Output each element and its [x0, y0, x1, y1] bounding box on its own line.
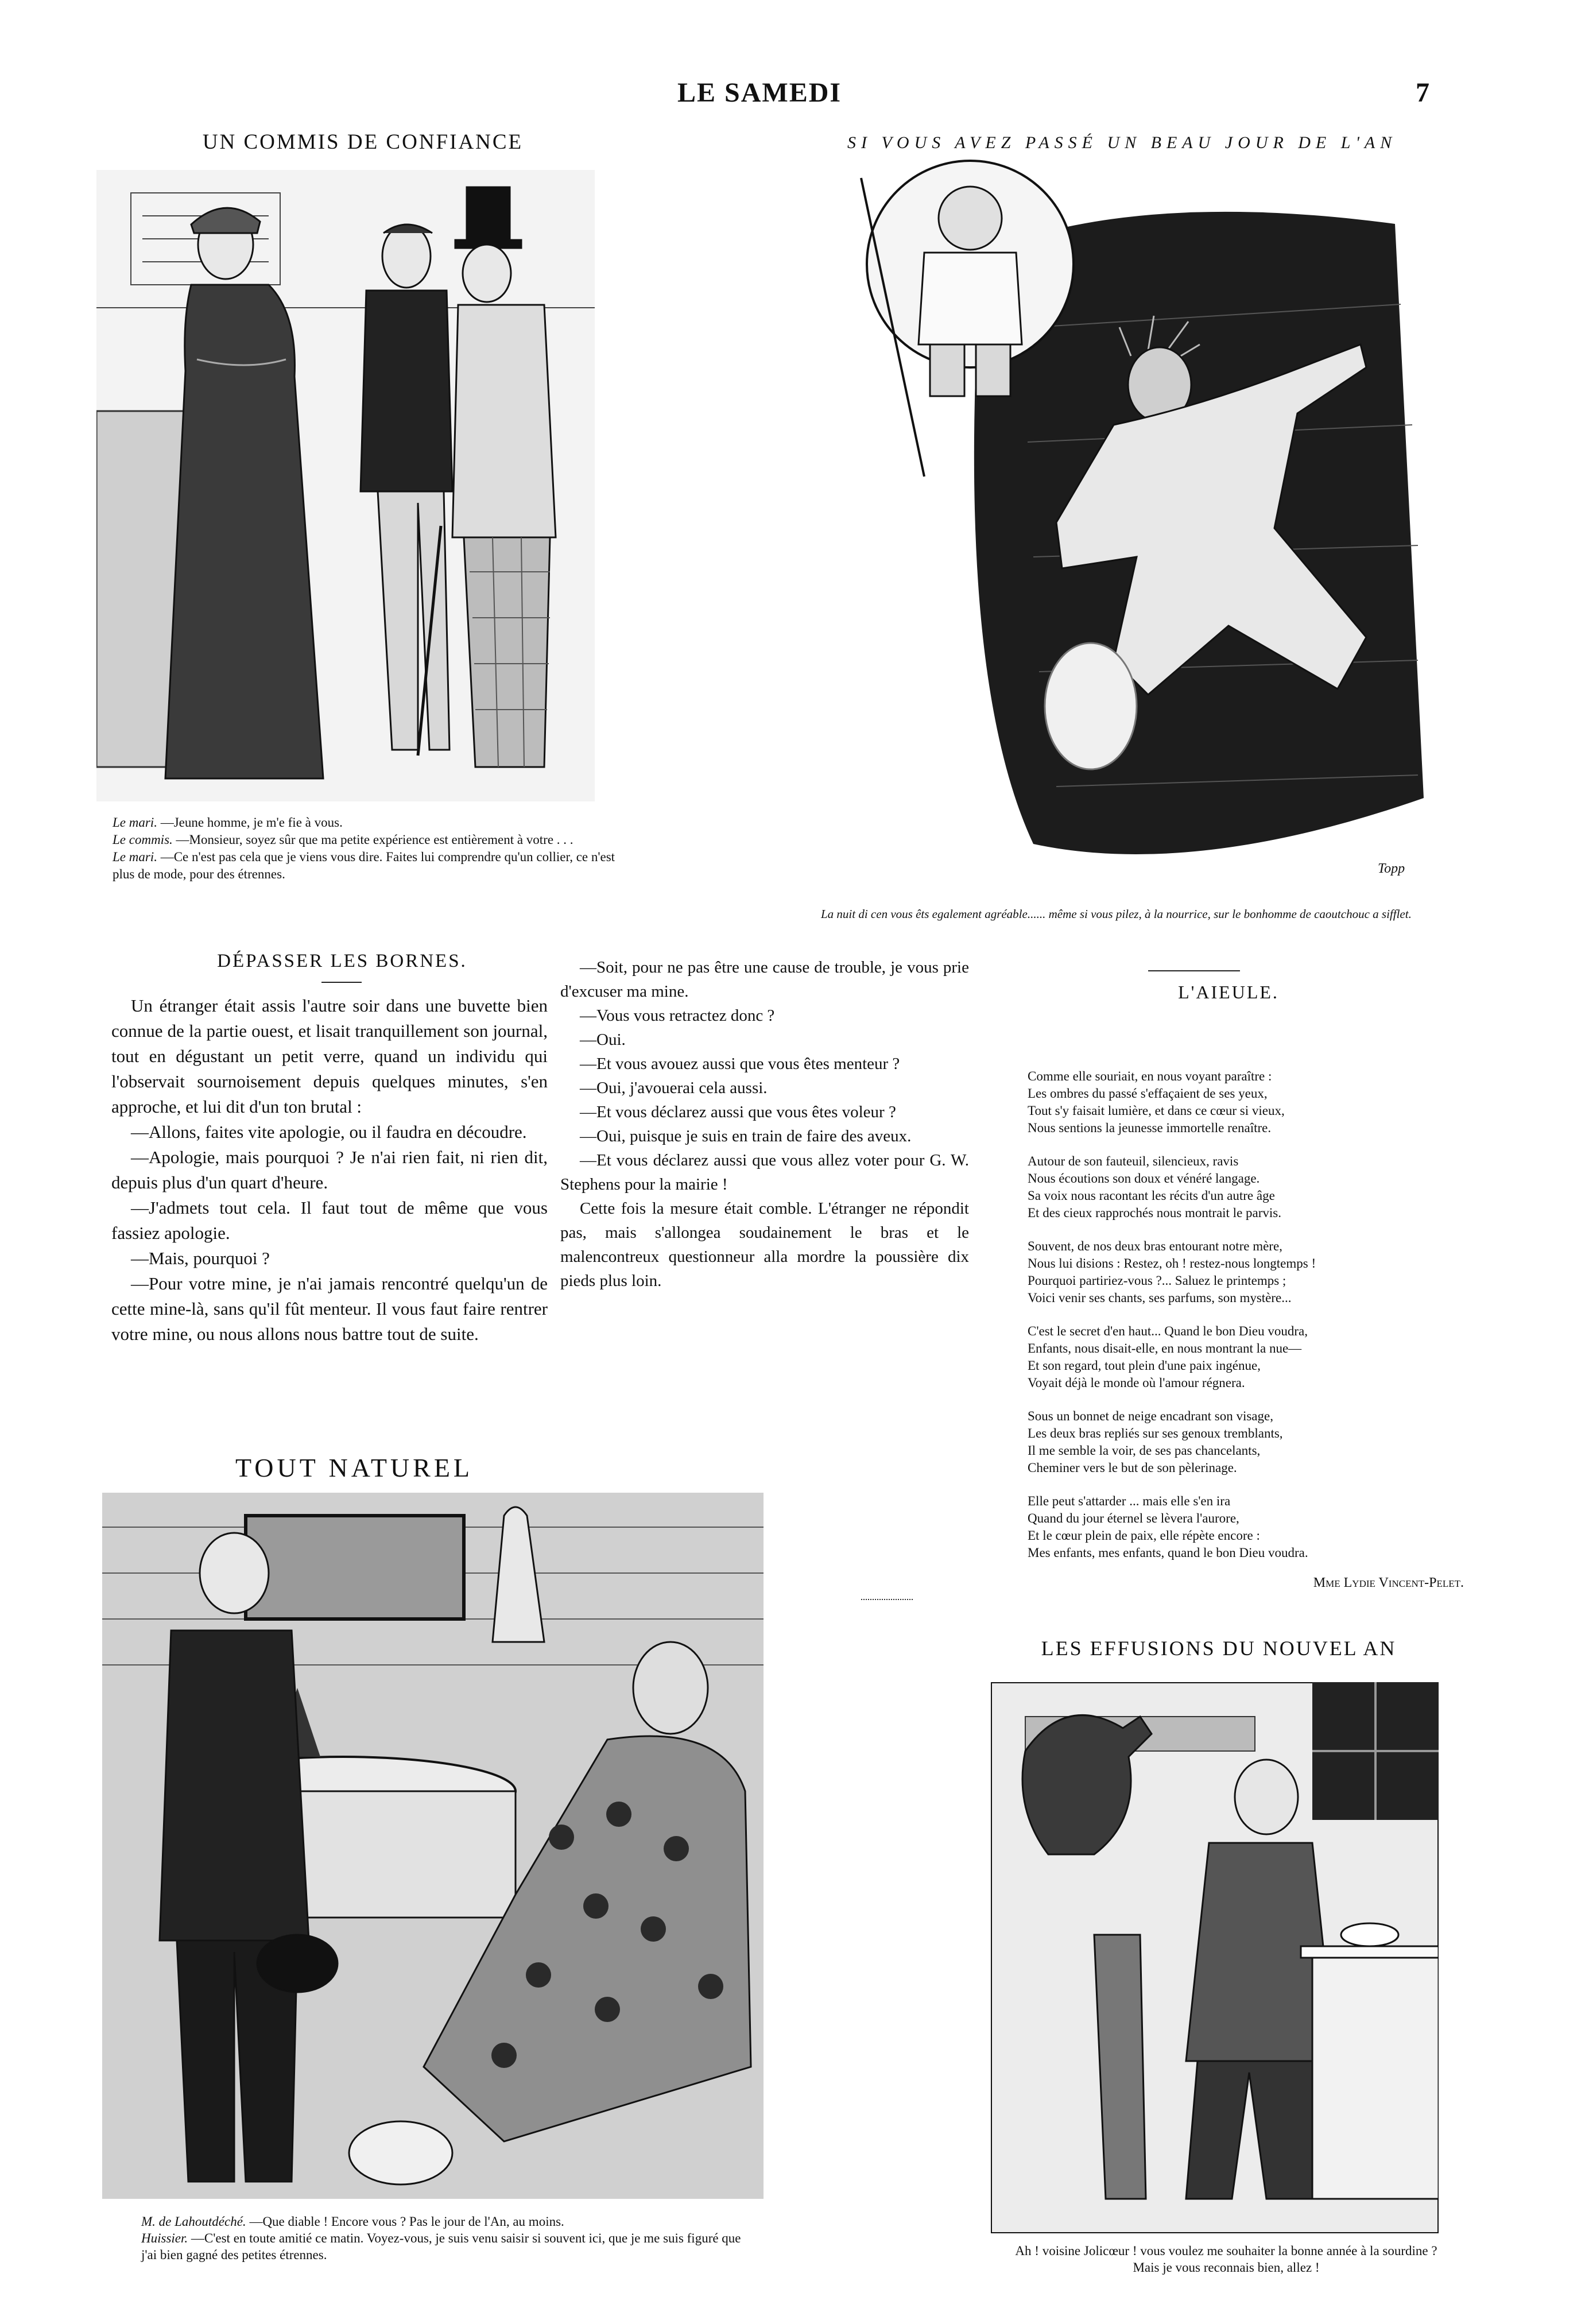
poem-title: L'AIEULE.	[1178, 982, 1279, 1002]
poem-line: Mes enfants, mes enfants, quand le bon Dieu voudra.	[1028, 1546, 1308, 1560]
poem-line: C'est le secret d'en haut... Quand le bon Dieu voudra,	[1028, 1324, 1308, 1338]
poem-line: Comme elle souriait, en nous voyant paraître :	[1028, 1069, 1272, 1083]
poem-line: Voyait déjà le monde où l'amour régnera.	[1028, 1376, 1245, 1390]
caption-text: —Ce n'est pas cela que je viens vous dire. Faites lui comprendre qu'un collier, ce n'est plus de mode, pour des étrennes.	[113, 850, 615, 881]
cartoon-naturel-illustration	[102, 1493, 764, 2199]
cartoon-commis-caption	[113, 814, 618, 883]
article-paragraph: —Et vous déclarez aussi que vous êtes voleur ?	[580, 1103, 896, 1121]
poem-line: Nous sentions la jeunesse immortelle renaître.	[1028, 1121, 1272, 1135]
poem-stanza	[1028, 1238, 1464, 1307]
poem-line: Nous lui disions : Restez, oh ! restez-nous longtemps !	[1028, 1256, 1316, 1271]
poem-line: Quand du jour éternel se lèvera l'aurore,	[1028, 1511, 1239, 1525]
poem-line: Les deux bras repliés sur ses genoux tremblants,	[1028, 1426, 1283, 1440]
caption-speaker: M. de Lahoutdéché.	[141, 2214, 246, 2229]
cartoon-commis-illustration	[96, 170, 595, 801]
article-title: DÉPASSER LES BORNES.	[217, 951, 467, 971]
poem-stanza	[1028, 1153, 1464, 1222]
poem-line: Autour de son fauteuil, silencieux, ravis	[1028, 1154, 1239, 1168]
poem-line: Cheminer vers le but de son pèlerinage.	[1028, 1461, 1237, 1475]
cartoon-jour-an-signature: Topp	[1378, 861, 1405, 876]
poem-top-rule	[1148, 970, 1240, 971]
poem-line: Voici venir ses chants, ses parfums, son mystère...	[1028, 1291, 1292, 1305]
poem-body	[1028, 1068, 1464, 1591]
poem-line: Elle peut s'attarder ... mais elle s'en ira	[1028, 1494, 1231, 1508]
article-paragraph: —Oui, j'avouerai cela aussi.	[580, 1079, 768, 1097]
article-paragraph: —Et vous déclarez aussi que vous allez voter pour G. W. Stephens pour la mairie !	[560, 1151, 969, 1194]
cartoon-naturel-caption	[141, 2213, 750, 2263]
small-divider	[861, 1599, 913, 1600]
caption-speaker: Huissier.	[141, 2231, 188, 2245]
caption-speaker: Le mari.	[113, 850, 157, 864]
article-paragraph: Un étranger était assis l'autre soir dans une buvette bien connue de la partie ouest, et lisait tranquillement son journal, tout en dégustant un petit verre, quand un individu qui l'observait sournoisement depuis quelques minutes, s'en approche, et lui dit d'un ton brutal :	[111, 996, 548, 1117]
poem-line: Enfants, nous disait-elle, en nous montrant la nue—	[1028, 1341, 1302, 1355]
poem-line: Tout s'y faisait lumière, et dans ce cœur si vieux,	[1028, 1103, 1285, 1118]
page-header-title: LE SAMEDI	[677, 78, 842, 108]
article-column-1	[111, 993, 548, 1347]
poem-stanza	[1028, 1493, 1464, 1562]
article-paragraph: —Vous vous retractez donc ?	[580, 1006, 775, 1025]
article-paragraph: —Mais, pourquoi ?	[131, 1248, 270, 1268]
cartoon-jour-an-caption: La nuit di cen vous êts egalement agréable...... même si vous pilez, à la nourrice, sur le bonhomme de caoutchouc a sifflet.	[821, 907, 1412, 921]
article-paragraph: —Oui.	[580, 1031, 626, 1049]
poem-stanza	[1028, 1408, 1464, 1477]
article-paragraph: Cette fois la mesure était comble. L'étranger ne répondit pas, mais s'allongea soudainement le bras et le malencontreux questionneur alla mordre la poussière dix pieds plus loin.	[560, 1199, 969, 1290]
cartoon-naturel-title: TOUT NATUREL	[235, 1453, 474, 1482]
poem-line: Et des cieux rapprochés nous montrait le parvis.	[1028, 1206, 1281, 1220]
cartoon-jour-an-title: SI VOUS AVEZ PASSÉ UN BEAU JOUR DE L'AN	[847, 133, 1397, 152]
caption-speaker: Le mari.	[113, 815, 157, 830]
cartoon-jour-an-illustration	[792, 155, 1447, 901]
poem-line: Souvent, de nos deux bras entourant notre mère,	[1028, 1239, 1282, 1253]
cartoon-effusions-illustration	[991, 1682, 1439, 2233]
caption-text: —Monsieur, soyez sûr que ma petite expérience est entièrement à votre . . .	[172, 832, 573, 847]
poem-line: Il me semble la voir, de ses pas chancelants,	[1028, 1443, 1261, 1458]
article-paragraph: —J'admets tout cela. Il faut tout de même que vous fassiez apologie.	[111, 1198, 548, 1243]
poem-line: Sous un bonnet de neige encadrant son visage,	[1028, 1409, 1273, 1423]
title-divider	[321, 982, 362, 983]
caption-text: —C'est en toute amitié ce matin. Voyez-vous, je suis venu saisir si souvent ici, que je me suis figuré que j'ai bien gagné des petites étrennes.	[141, 2231, 741, 2262]
article-column-2	[560, 955, 969, 1293]
article-paragraph: —Apologie, mais pourquoi ? Je n'ai rien fait, ni rien dit, depuis plus d'un quart d'heure.	[111, 1147, 548, 1192]
cartoon-commis-title: UN COMMIS DE CONFIANCE	[202, 130, 524, 154]
poem-stanza	[1028, 1068, 1464, 1137]
cartoon-effusions-title: LES EFFUSIONS DU NOUVEL AN	[1041, 1637, 1397, 1660]
poem-line: Et le cœur plein de paix, elle répète encore :	[1028, 1528, 1260, 1543]
article-paragraph: —Pour votre mine, je n'ai jamais rencontré quelqu'un de cette mine-là, sans qu'il fût menteur. Il vous faut faire rentrer votre mine, ou nous allons nous battre tout de suite.	[111, 1273, 548, 1344]
poem-stanza	[1028, 1323, 1464, 1392]
poem-line: Nous écoutions son doux et vénéré langage.	[1028, 1171, 1260, 1186]
caption-speaker: Le commis.	[113, 832, 173, 847]
poem-author: Mme Lydie Vincent-Pelet.	[1313, 1575, 1464, 1590]
caption-text: —Que diable ! Encore vous ? Pas le jour de l'An, au moins.	[246, 2214, 564, 2229]
article-paragraph: —Oui, puisque je suis en train de faire des aveux.	[580, 1127, 912, 1145]
poem-line: Les ombres du passé s'effaçaient de ses yeux,	[1028, 1086, 1268, 1101]
article-paragraph: —Et vous avouez aussi que vous êtes menteur ?	[580, 1055, 900, 1073]
poem-line: Sa voix nous racontant les récits d'un autre âge	[1028, 1188, 1275, 1203]
article-paragraph: —Soit, pour ne pas être une cause de trouble, je vous prie d'excuser ma mine.	[560, 958, 969, 1001]
page-number: 7	[1416, 78, 1431, 108]
article-paragraph: —Allons, faites vite apologie, ou il faudra en découdre.	[131, 1122, 527, 1142]
poem-line: Pourquoi partiriez-vous ?... Saluez le printemps ;	[1028, 1273, 1286, 1288]
cartoon-effusions-caption: Ah ! voisine Jolicœur ! vous voulez me souhaiter la bonne année à la sourdine ? Mais je vous reconnais bien, allez !	[1015, 2244, 1437, 2275]
caption-text: —Jeune homme, je m'e fie à vous.	[157, 815, 343, 830]
poem-line: Et son regard, tout plein d'une paix ingénue,	[1028, 1358, 1261, 1373]
